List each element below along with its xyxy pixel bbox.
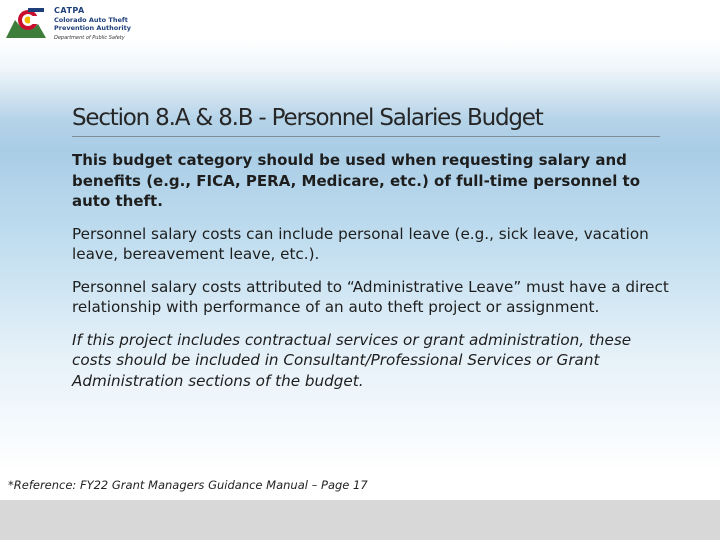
slide-title: Section 8.A & 8.B - Personnel Salaries Budget — [72, 105, 543, 131]
slide-body — [72, 150, 672, 403]
bottom-bar — [0, 500, 720, 540]
colorado-c-logo-icon — [6, 4, 46, 38]
catpa-logo — [6, 4, 146, 46]
paragraph-administrative-leave: Personnel salary costs attributed to “Administrative Leave” must have a direct relationship with performance of an auto theft project or assignment. — [72, 277, 669, 316]
logo-acronym: CATPA — [54, 6, 85, 15]
paragraph-budget-category: This budget category should be used when requesting salary and benefits (e.g., FICA, PERA, Medicare, etc.) of full-time personnel to auto theft. — [72, 151, 641, 210]
paragraph-personal-leave: Personnel salary costs can include personal leave (e.g., sick leave, vacation leave, bereavement leave, etc.). — [72, 224, 649, 263]
logo-name-line1: Colorado Auto Theft — [54, 16, 128, 24]
paragraph-contractual-services: If this project includes contractual services or grant administration, these costs should be included in Consultant/Professional Services or Grant Administration sections of the budget. — [72, 330, 632, 390]
logo-department: Department of Public Safety — [54, 35, 125, 41]
title-divider — [72, 136, 660, 137]
logo-name-line2: Prevention Authority — [54, 24, 131, 32]
reference-footnote: *Reference: FY22 Grant Managers Guidance Manual – Page 17 — [8, 478, 368, 492]
